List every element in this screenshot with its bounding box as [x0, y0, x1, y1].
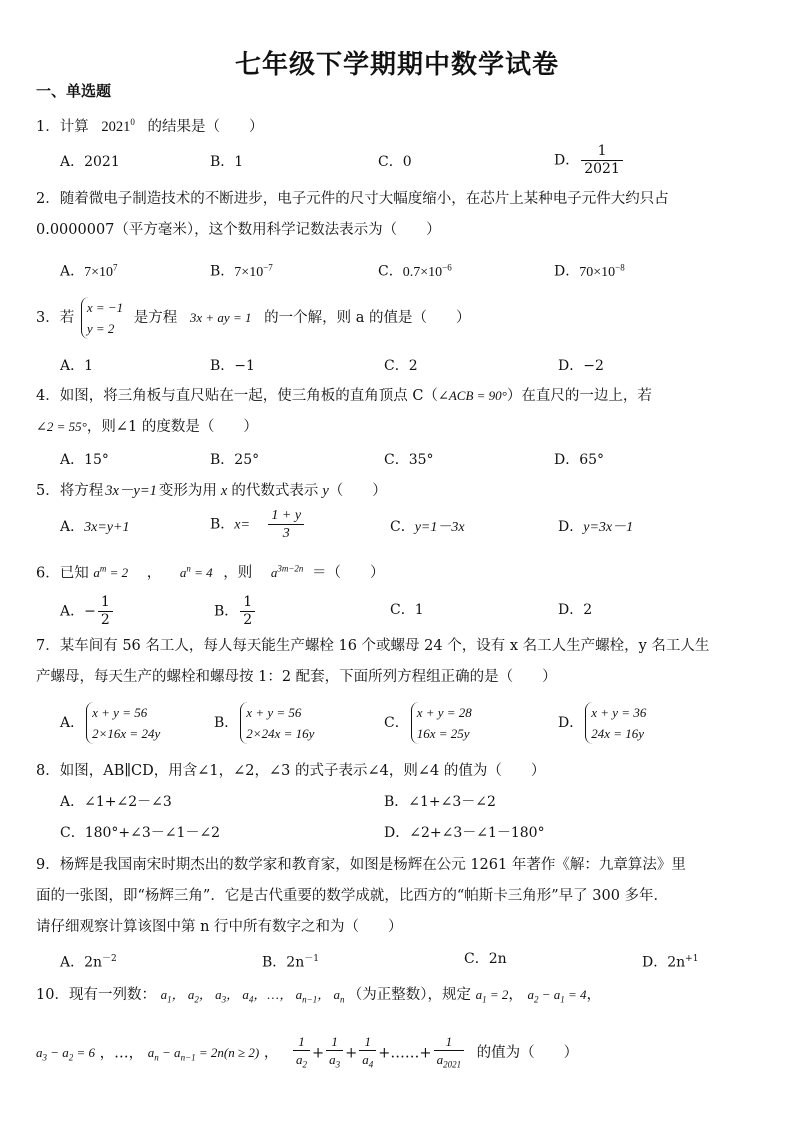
- q2-option-a: A．$7\times 10^7$: [60, 262, 118, 280]
- q7-option-b: B． x + y = 56 2×24x = 16y: [214, 702, 314, 744]
- q5-option-a: A．3x=y+1: [60, 519, 130, 535]
- q5-option-d: D．y=3x－1: [558, 519, 634, 535]
- q7-option-c: C． x + y = 28 16x = 25y: [384, 702, 472, 744]
- q2-line-2: 0.0000007（平方毫米），这个数用科学记数法表示为（ ）: [36, 222, 441, 238]
- q4-option-b: B．25°: [210, 452, 260, 468]
- q5-option-c: C．y=1－3x: [390, 519, 465, 535]
- q1-option-b: B．1: [210, 154, 244, 170]
- q8-option-a: A．∠1+∠2－∠3: [60, 794, 172, 810]
- q4-option-a: A．15°: [60, 452, 109, 468]
- question-1: [36, 112, 263, 137]
- q6-option-c: C．1: [390, 602, 424, 618]
- q9-line-2: 面的一张图，即“杨辉三角”．它是古代重要的数学成就，比西方的“帕斯卡三角形”早了 300 多年．: [36, 888, 669, 904]
- q7-option-a: A． x + y = 56 2×16x = 24y: [60, 702, 160, 744]
- q7-option-d: D． x + y = 36 24x = 16y: [558, 702, 646, 744]
- section-heading: 一、单选题: [36, 82, 112, 100]
- q4-line-1: 4．如图，将三角板与直尺贴在一起，使三角板的直角顶点 C（∠ACB = 90°）在直尺的一边上，若: [36, 388, 652, 404]
- q2-option-d: D．$70\times 10^{-8}$: [554, 262, 625, 280]
- q3-system: x = −1 y = 2: [81, 297, 123, 339]
- q1-expression: 2021$^0$: [101, 117, 135, 135]
- q3-option-c: C．2: [384, 358, 418, 374]
- q4-line-2: ∠2 = 55°，则∠1 的度数是（ ）: [36, 419, 258, 435]
- question-3: 3．若 x = −1 y = 2 是方程 3x + ay = 1 的一个解，则 a 的值是（ ）: [36, 297, 470, 339]
- q1-option-c: C．0: [378, 154, 412, 170]
- q9-line-3: 请仔细观察计算该图中第 n 行中所有数字之和为（ ）: [36, 919, 403, 935]
- q6-option-b: B． $\frac{1}{2}$: [214, 594, 257, 629]
- q4-option-d: D．65°: [554, 452, 605, 468]
- q3-option-a: A．1: [60, 358, 94, 374]
- q6-option-d: D．2: [558, 602, 593, 618]
- q2-option-b: B．$7\times 10^{-7}$: [210, 262, 273, 280]
- q3-equation: 3x + ay = 1: [189, 310, 252, 325]
- question-6: 6．已知 $a^m = 2$ ， $a^n = 4$ ，则 $a^{3m-2n}$ ＝（ ）: [36, 564, 385, 582]
- q4-option-c: C．35°: [384, 452, 434, 468]
- q9-option-c: C．2n: [464, 951, 507, 967]
- q8-line: 8．如图，AB∥CD，用含∠1，∠2，∠3 的式子表示∠4，则∠4 的值为（ ）: [36, 763, 546, 779]
- q9-option-d: D．$2n^{+1}$: [642, 954, 699, 971]
- page-title: 七年级下学期期中数学试卷: [234, 50, 559, 80]
- q1-text: 的结果是（ ）: [147, 118, 264, 135]
- q7-line-2: 产螺母，每天生产的螺栓和螺母按 1：2 配套，下面所列方程组正确的是（ ）: [36, 669, 557, 685]
- q8-option-d: D．∠2+∠3－∠1－180°: [384, 825, 545, 841]
- q8-option-b: B．∠1+∠3－∠2: [384, 794, 496, 810]
- q9-option-a: A．$2n^{-2}$: [60, 954, 117, 971]
- q2-option-c: C．$0.7\times 10^{-6}$: [378, 262, 452, 280]
- q3-option-b: B．−1: [210, 358, 255, 374]
- question-5: 5．将方程 3x－y=1 变形为用 x 的代数式表示 y（ ）: [36, 483, 387, 499]
- q1-label: 1．计算: [36, 118, 89, 135]
- q1-option-a: A．2021: [60, 154, 120, 170]
- q3-option-d: D．−2: [558, 358, 604, 374]
- q6-option-a: A．− $\frac{1}{2}$: [60, 594, 115, 629]
- q1-option-d: D． $\frac{1}{2021}$: [554, 143, 625, 178]
- q2-line-1: 2．随着微电子制造技术的不断进步，电子元件的尺寸大幅度缩小，在芯片上某种电子元件大约只占: [36, 191, 669, 207]
- q9-option-b: B．$2n^{-1}$: [262, 954, 319, 971]
- q8-option-c: C．180°+∠3－∠1－∠2: [60, 825, 221, 841]
- q5-option-b: B．x= $\frac{1 + y}{3}$: [210, 507, 306, 542]
- q10-line-1: 10．现有一列数： $a_1$， $a_2$， $a_3$， $a_4$，…， $a_{n-1}$， $a_n$ （为正整数），规定 $a_1 = 2$， $a_2 - a_1 = 4$，: [36, 987, 602, 1005]
- q10-line-2: $a_3 - a_2 = 6$ ，…， $a_n - a_{n-1} = 2n(n \ge 2)$ ， $\frac{1}{a_2}$ + $\frac{1}{a_3}$ + $\frac{1}{a_4}$ +……+ $\frac{1}{a_{2021}}$ 的值为（ ）: [36, 1034, 579, 1070]
- q7-line-1: 7．某车间有 56 名工人，每人每天能生产螺栓 16 个或螺母 24 个，设有 x 名工人生产螺栓，y 名工人生: [36, 638, 710, 654]
- q9-line-1: 9．杨辉是我国南宋时期杰出的数学家和教育家，如图是杨辉在公元 1261 年著作《解：九章算法》里: [36, 857, 686, 873]
